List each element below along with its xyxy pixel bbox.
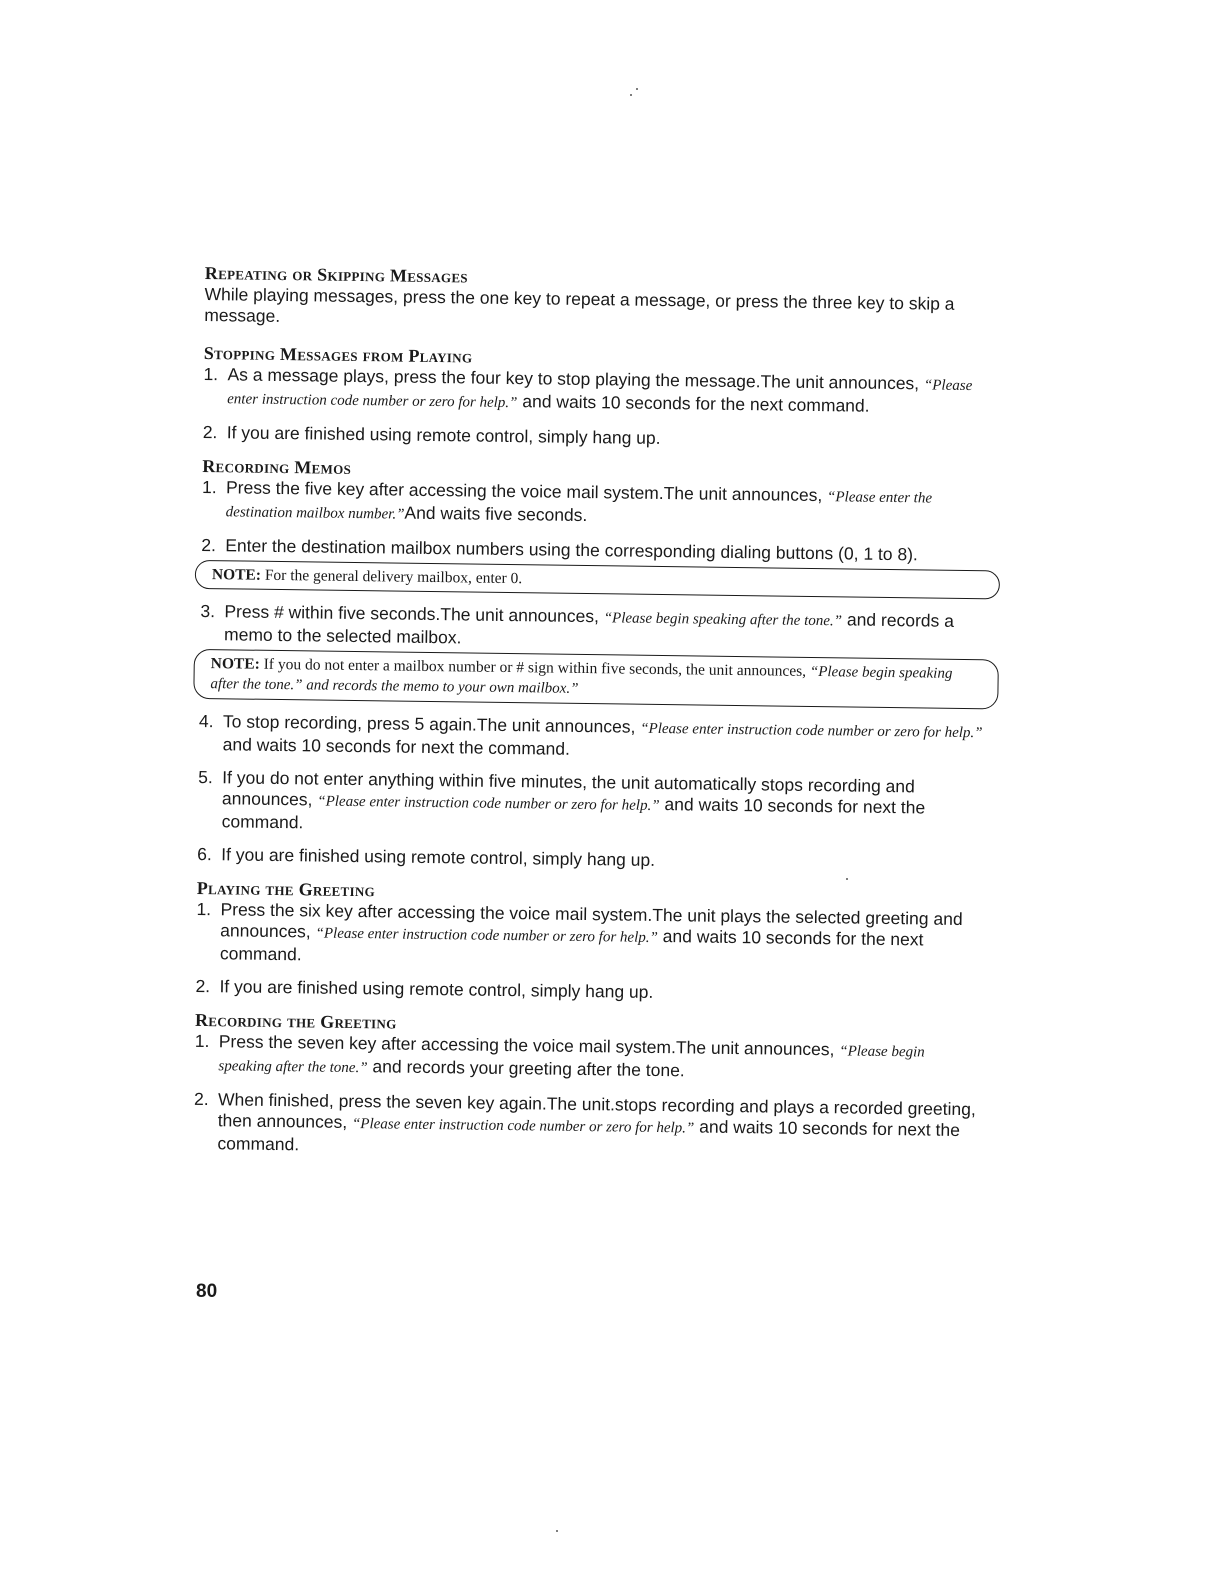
- section-heading: Stopping Messages from Playing: [203, 342, 473, 367]
- step-number: 2.: [202, 421, 218, 443]
- step-text: If you are finished using remote control, simply hang up.: [226, 422, 661, 448]
- step-number: 1.: [203, 363, 219, 385]
- step-number: 1.: [194, 1030, 210, 1052]
- list-item: [203, 422, 988, 453]
- list-item: [194, 1031, 980, 1087]
- note-label: NOTE:: [210, 655, 260, 673]
- scan-speck: [556, 1530, 558, 1532]
- steps-list: [201, 477, 987, 566]
- note-box-no-mailbox: [193, 649, 999, 710]
- step-quote: “Please begin speaking after the tone.”: [218, 1043, 925, 1077]
- step-text-end: and waits 10 seconds for next the command.: [221, 793, 926, 833]
- step-text: Press the five key after accessing the voice mail system.The unit announces,: [225, 477, 828, 506]
- step-text-end: and waits 10 seconds for the next command.: [219, 925, 924, 965]
- note-text: For the general delivery mailbox, enter 0.: [260, 566, 523, 588]
- list-item: [202, 477, 988, 533]
- step-text: Enter the destination mailbox numbers using the corresponding dialing buttons (0, 1 to 8).: [225, 535, 919, 565]
- list-item: [193, 1089, 979, 1164]
- step-number: 2.: [201, 534, 217, 556]
- step-number: 1.: [196, 898, 212, 920]
- note-text: If you do not enter a mailbox number or # sign within five seconds, the unit announces,: [259, 655, 811, 680]
- step-text-end: and waits 10 seconds for next the command.: [222, 734, 571, 759]
- step-text: If you do not enter anything within five minutes, the unit automatically stops recording and announces,: [221, 767, 915, 810]
- step-quote: “Please begin speaking after the tone.”: [603, 610, 843, 630]
- section-heading: Playing the Greeting: [196, 877, 376, 901]
- scan-speck: [846, 878, 848, 880]
- section-recording-memos: [197, 455, 987, 875]
- step-text: When finished, press the seven key again.The unit.stops recording and plays a recorded greeting, then announces,: [217, 1089, 976, 1132]
- step-text-end: and waits 10 seconds for next the command.: [217, 1116, 961, 1155]
- steps-list: [200, 601, 986, 655]
- step-quote: “Please enter instruction code number or zero for help.”: [317, 793, 660, 814]
- note-quote: “Please begin speaking after the tone.” and records the memo to your own mailbox.”: [210, 663, 953, 697]
- step-number: 3.: [200, 600, 216, 622]
- page-content: [193, 262, 990, 1176]
- section-recording-greeting: [193, 1009, 980, 1164]
- step-text-end: and records a memo to the selected mailbox.: [223, 609, 955, 648]
- list-item: [200, 601, 986, 655]
- step-number: 2.: [195, 975, 211, 997]
- list-item: [199, 711, 985, 765]
- list-item: [203, 364, 989, 420]
- step-text: If you are finished using remote control, simply hang up.: [219, 976, 654, 1002]
- step-text: Press the six key after accessing the voice mail system.The unit plays the selected greeting and announces,: [220, 899, 963, 942]
- step-quote: “Please enter instruction code number or zero for help.”: [351, 1115, 695, 1137]
- step-number: 2.: [193, 1088, 209, 1110]
- list-item: [195, 976, 980, 1007]
- section-heading: Repeating or Skipping Messages: [204, 262, 469, 287]
- scan-speck: [636, 88, 638, 90]
- step-text: As a message plays, press the four key to stop playing the message.The unit announces,: [227, 364, 925, 394]
- step-number: 1.: [201, 476, 217, 498]
- section-paragraph: While playing messages, press the one key to repeat a message, or press the three key to skip a message.: [204, 283, 955, 326]
- step-quote: “Please enter instruction code number or zero for help.”: [227, 377, 973, 412]
- note-label: NOTE:: [211, 566, 262, 584]
- steps-list: [193, 1031, 980, 1164]
- step-number: 6.: [197, 843, 212, 865]
- list-item: [196, 899, 982, 974]
- step-number: 5.: [198, 766, 213, 788]
- step-text: To stop recording, press 5 again.The unit announces,: [222, 711, 641, 737]
- step-text: Press # within five seconds.The unit announces,: [224, 601, 604, 627]
- section-repeating-skipping: [204, 262, 990, 336]
- step-text-end: And waits five seconds.: [404, 502, 588, 526]
- step-quote: “Please enter the destination mailbox number.”: [225, 489, 933, 523]
- section-playing-greeting: [195, 877, 982, 1007]
- step-quote: “Please enter instruction code number or zero for help.”: [315, 925, 658, 946]
- section-heading: Recording Memos: [202, 455, 352, 478]
- scan-speck: [630, 94, 632, 96]
- section-heading: Recording the Greeting: [194, 1009, 397, 1033]
- page-number: 80: [196, 1281, 218, 1302]
- steps-list: [197, 711, 984, 875]
- step-text: If you are finished using remote control, simply hang up.: [221, 844, 656, 870]
- step-quote: “Please enter instruction code number or zero for help.”: [640, 720, 983, 742]
- list-item: [197, 844, 982, 875]
- steps-list: [195, 899, 981, 1007]
- section-stopping-messages: [203, 342, 989, 453]
- step-text-end: and records your greeting after the tone.: [367, 1056, 685, 1081]
- step-text-end: and waits 10 seconds for the next command.: [517, 391, 870, 416]
- list-item: [198, 767, 984, 842]
- steps-list: [203, 364, 989, 453]
- note-box-general-delivery: [195, 560, 1000, 600]
- step-number: 4.: [198, 710, 214, 732]
- step-text: Press the seven key after accessing the voice mail system.The unit announces,: [218, 1031, 840, 1060]
